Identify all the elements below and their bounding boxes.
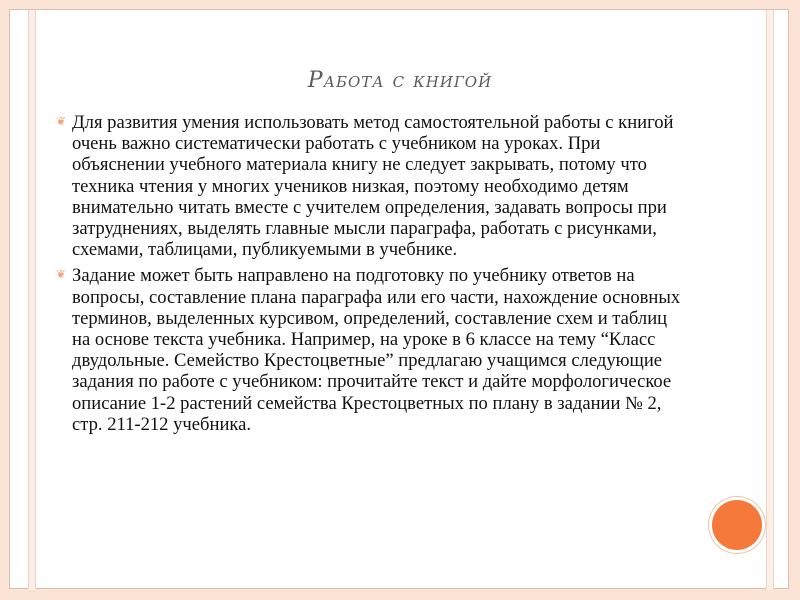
right-decorative-strip (766, 10, 774, 590)
slide-title: Работа с книгой (307, 68, 493, 93)
bullet-text: Задание может быть направлено на подготовку по учебнику ответов на вопросы, составление плана параграфа или его части, нахождение основных терминов, выделенных курсивом, определений, составление схем и таблиц на основе текста учебника. Например, на уроке в 6 классе на тему “Класс двудольные. Семейство Крестоцветные” предлагаю учащимся следующие задания по работе с учебником: прочитайте текст и дайте морфологическое описание 1-2 растений семейства Крестоцветных по плану в задании № 2, стр. 211-212 учебника. (72, 265, 681, 435)
leaf-bullet-icon: ❦ (56, 267, 67, 282)
bullet-list (58, 112, 683, 440)
bullet-text: Для развития умения использовать метод самостоятельной работы с книгой очень важно систематически работать с учебником на уроках. При объяснении учебного материала книгу не следует закрывать, потому что техника чтения у многих учеников низкая, поэтому необходимо детям внимательно читать вместе с учителем определения, задавать вопросы при затруднениях, выделять главные мысли параграфа, работать с рисунками, схемами, таблицами, публикуемыми в учебнике. (72, 112, 674, 261)
accent-circle-icon (712, 500, 762, 550)
leaf-bullet-icon: ❦ (56, 114, 67, 128)
bullet-item (58, 265, 683, 435)
bullet-item (58, 112, 683, 260)
left-decorative-strip (28, 10, 36, 590)
slide (9, 9, 789, 589)
